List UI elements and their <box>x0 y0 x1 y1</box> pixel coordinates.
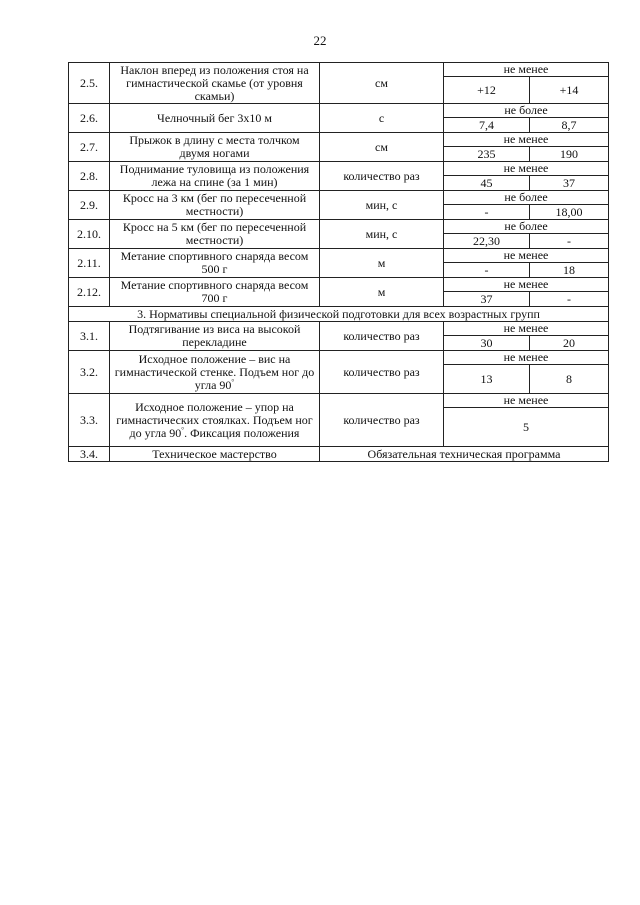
unit-cell: количество раз <box>320 394 444 447</box>
exercise-name: Кросс на 3 км (бег по пересеченной местности) <box>110 191 320 220</box>
unit-cell: м <box>320 278 444 307</box>
table-row <box>69 394 609 408</box>
row-number: 3.4. <box>69 447 110 462</box>
value-cell-2: 8,7 <box>530 118 609 133</box>
unit-cell: мин, с <box>320 191 444 220</box>
unit-cell: с <box>320 104 444 133</box>
row-number: 2.6. <box>69 104 110 133</box>
row-number: 2.10. <box>69 220 110 249</box>
condition-cell: не менее <box>444 322 609 336</box>
condition-cell: не менее <box>444 249 609 263</box>
exercise-name <box>110 351 320 394</box>
value-cell-2: 190 <box>530 147 609 162</box>
unit-cell: количество раз <box>320 162 444 191</box>
exercise-name: Техническое мастерство <box>110 447 320 462</box>
unit-cell: мин, с <box>320 220 444 249</box>
table-row <box>69 133 609 147</box>
exercise-name-tail: . Фиксация положения <box>184 425 300 440</box>
value-cell-2: 37 <box>530 176 609 191</box>
value-cell-1: 13 <box>444 365 530 394</box>
table-row <box>69 322 609 336</box>
value-cell-2: 20 <box>530 336 609 351</box>
value-cell-1: 235 <box>444 147 530 162</box>
condition-cell: не менее <box>444 394 609 408</box>
condition-cell: не более <box>444 104 609 118</box>
table-row <box>69 249 609 263</box>
condition-cell: не менее <box>444 278 609 292</box>
table-row <box>69 162 609 176</box>
section-3-title: 3. Нормативы специальной физической подготовки для всех возрастных групп <box>69 307 609 322</box>
table-row <box>69 63 609 77</box>
table-row <box>69 447 609 462</box>
table-row <box>69 191 609 205</box>
unit-cell: количество раз <box>320 351 444 394</box>
exercise-name: Метание спортивного снаряда весом 500 г <box>110 249 320 278</box>
value-cell: 5 <box>444 408 609 447</box>
exercise-name: Метание спортивного снаряда весом 700 г <box>110 278 320 307</box>
value-cell-2: 18,00 <box>530 205 609 220</box>
row-number: 2.11. <box>69 249 110 278</box>
exercise-name: Прыжок в длину с места толчком двумя ногами <box>110 133 320 162</box>
condition-cell: не более <box>444 220 609 234</box>
program-cell: Обязательная техническая программа <box>320 447 609 462</box>
row-number: 3.2. <box>69 351 110 394</box>
section-3-rows <box>69 307 609 462</box>
unit-cell: см <box>320 63 444 104</box>
exercise-name: Челночный бег 3х10 м <box>110 104 320 133</box>
exercise-name-text: Исходное положение – упор на гимнастических стоялках. Подъем ног до угла 90 <box>116 399 313 440</box>
condition-cell: не более <box>444 191 609 205</box>
value-cell-2: +14 <box>530 77 609 104</box>
value-cell-1: 37 <box>444 292 530 307</box>
norms-table <box>68 62 609 462</box>
row-number: 2.9. <box>69 191 110 220</box>
row-number: 3.1. <box>69 322 110 351</box>
value-cell-2: - <box>530 292 609 307</box>
degree-mark: ° <box>181 425 185 434</box>
value-cell-1: 22,30 <box>444 234 530 249</box>
row-number: 2.8. <box>69 162 110 191</box>
value-cell-1: - <box>444 205 530 220</box>
value-cell-1: 7,4 <box>444 118 530 133</box>
table-row <box>69 220 609 234</box>
exercise-name: Кросс на 5 км (бег по пересеченной местности) <box>110 220 320 249</box>
value-cell-2: - <box>530 234 609 249</box>
degree-mark: ° <box>231 377 235 386</box>
condition-cell: не менее <box>444 63 609 77</box>
unit-cell: см <box>320 133 444 162</box>
exercise-name: Поднимание туловища из положения лежа на спине (за 1 мин) <box>110 162 320 191</box>
value-cell-1: +12 <box>444 77 530 104</box>
row-number: 3.3. <box>69 394 110 447</box>
value-cell-1: - <box>444 263 530 278</box>
unit-cell: м <box>320 249 444 278</box>
row-number: 2.7. <box>69 133 110 162</box>
exercise-name <box>110 394 320 447</box>
exercise-name: Подтягивание из виса на высокой перекладине <box>110 322 320 351</box>
table-row <box>69 278 609 292</box>
value-cell-2: 8 <box>530 365 609 394</box>
exercise-name-text: Исходное положение – вис на гимнастической стенке. Подъем ног до угла 90 <box>114 351 315 392</box>
section-2-rows <box>69 63 609 307</box>
condition-cell: не менее <box>444 133 609 147</box>
value-cell-1: 45 <box>444 176 530 191</box>
value-cell-2: 18 <box>530 263 609 278</box>
table-row <box>69 104 609 118</box>
exercise-name: Наклон вперед из положения стоя на гимнастической скамье (от уровня скамьи) <box>110 63 320 104</box>
section-3-header-row <box>69 307 609 322</box>
row-number: 2.12. <box>69 278 110 307</box>
page-number: 22 <box>313 33 327 48</box>
condition-cell: не менее <box>444 162 609 176</box>
condition-cell: не менее <box>444 351 609 365</box>
value-cell-1: 30 <box>444 336 530 351</box>
unit-cell: количество раз <box>320 322 444 351</box>
row-number: 2.5. <box>69 63 110 104</box>
table-row <box>69 351 609 365</box>
